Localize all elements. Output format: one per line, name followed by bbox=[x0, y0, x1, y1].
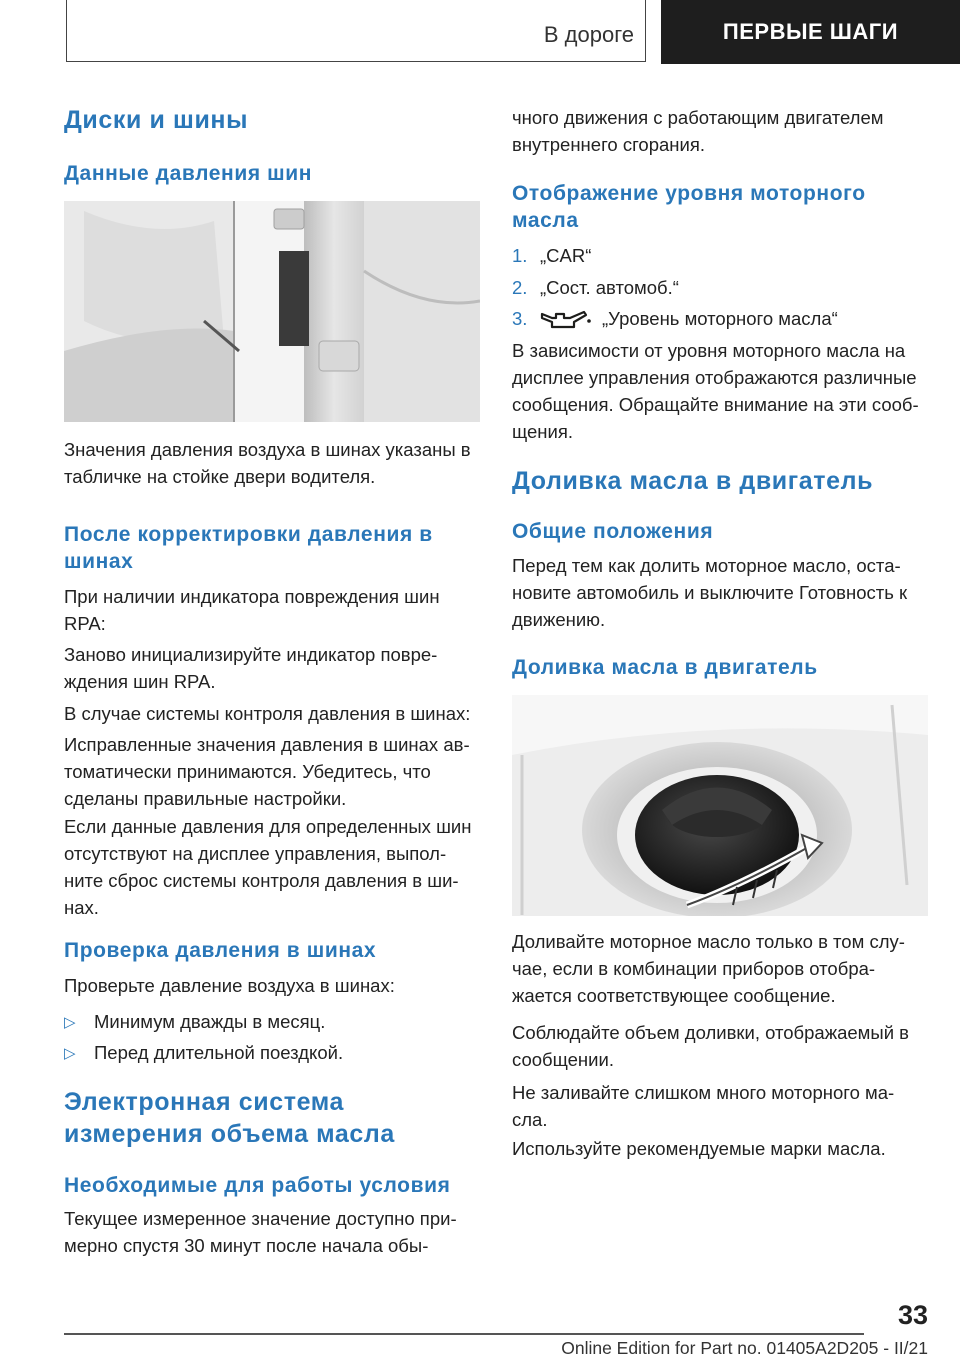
door-pillar-photo bbox=[64, 201, 480, 422]
text-topup-when: Доливайте моторное масло только в том слу-чае, если в комбинации приборов отобра-жается соответствующее сообщение. bbox=[512, 931, 905, 1006]
text-brands: Используйте рекомендуемые марки масла. bbox=[512, 1138, 886, 1159]
header-section-title: В дороге bbox=[543, 22, 634, 47]
text-general: Перед тем как долить моторное масло, оста-новите автомобиль и выключите Готовность к движению. bbox=[512, 555, 908, 630]
heading-tire-pressure-data: Данные давления шин bbox=[64, 162, 313, 185]
heading-check-pressure: Проверка давления в шинах bbox=[64, 939, 377, 962]
text-check-intro: Проверьте давление воздуха в шинах: bbox=[64, 975, 395, 996]
text-tpms-auto: Исправленные значения давления в шинах ав-томатически принимаются. Убедитесь, что сделаны правильные настройки. bbox=[64, 734, 470, 809]
step-number: 2. bbox=[512, 277, 528, 298]
triangle-bullet-icon: ▷ bbox=[64, 1014, 76, 1031]
triangle-bullet-icon: ▷ bbox=[64, 1045, 76, 1062]
text-continue: чного движения с работающим двигателем внутреннего сгорания. bbox=[512, 107, 884, 155]
text-pressure-label: Значения давления воздуха в шинах указаны в табличке на стойке двери водителя. bbox=[64, 439, 471, 487]
heading-general: Общие положения bbox=[512, 520, 714, 543]
step-number: 3. bbox=[512, 308, 528, 329]
list-item bbox=[64, 1039, 480, 1067]
page-number: 33 bbox=[897, 1300, 928, 1330]
oil-can-icon bbox=[540, 308, 596, 330]
step-item bbox=[512, 305, 928, 332]
header-chapter-title: ПЕРВЫЕ ШАГИ bbox=[661, 0, 960, 64]
step-text: „Уровень моторного масла“ bbox=[602, 308, 838, 329]
text-no-overfill: Не заливайте слишком много моторного ма-сла. bbox=[512, 1082, 895, 1130]
list-item-text: Перед длительной поездкой. bbox=[94, 1042, 344, 1063]
list-item bbox=[64, 1008, 480, 1036]
text-oil-messages: В зависимости от уровня моторного масла на дисплее управления отображаются различные сообщения. Обращайте внимание на эти сооб-щения. bbox=[512, 340, 919, 442]
heading-disks-tires: Диски и шины bbox=[64, 106, 249, 134]
text-tpms-intro: В случае системы контроля давления в шинах: bbox=[64, 703, 471, 724]
text-rpa-reinit: Заново инициализируйте индикатор повре-ждения шин RPA. bbox=[64, 644, 438, 692]
footer-divider bbox=[64, 1333, 864, 1335]
heading-oil-display: Отображение уровня моторного масла bbox=[512, 182, 866, 232]
text-conditions: Текущее измеренное значение доступно при-мерно спустя 30 минут после начала обы- bbox=[64, 1208, 457, 1256]
heading-oil-system: Электронная система измерения объема масла bbox=[64, 1088, 395, 1148]
list-item-text: Минимум дважды в месяц. bbox=[94, 1011, 326, 1032]
step-text: „CAR“ bbox=[540, 245, 592, 266]
heading-topup: Доливка масла в двигатель bbox=[512, 467, 874, 495]
edition-line: Online Edition for Part no. 01405A2D205 - II/21 bbox=[561, 1338, 928, 1358]
heading-conditions: Необходимые для работы условия bbox=[64, 1174, 451, 1197]
step-item bbox=[512, 242, 928, 269]
step-item bbox=[512, 274, 928, 301]
text-rpa-intro: При наличии индикатора повреждения шин RPA: bbox=[64, 586, 440, 634]
text-tpms-reset: Если данные давления для определенных шин отсутствуют на дисплее управления, выпол-ните сброс системы контроля давления в ши-нах. bbox=[64, 816, 472, 918]
heading-after-correction: После корректировки давления в шинах bbox=[64, 523, 433, 573]
heading-topup-2: Доливка масла в двигатель bbox=[512, 656, 818, 679]
oil-filler-cap-photo bbox=[512, 695, 928, 916]
text-topup-amount: Соблюдайте объем доливки, отображаемый в сообщении. bbox=[512, 1022, 909, 1070]
step-text: „Сост. автомоб.“ bbox=[540, 277, 679, 298]
step-number: 1. bbox=[512, 245, 528, 266]
